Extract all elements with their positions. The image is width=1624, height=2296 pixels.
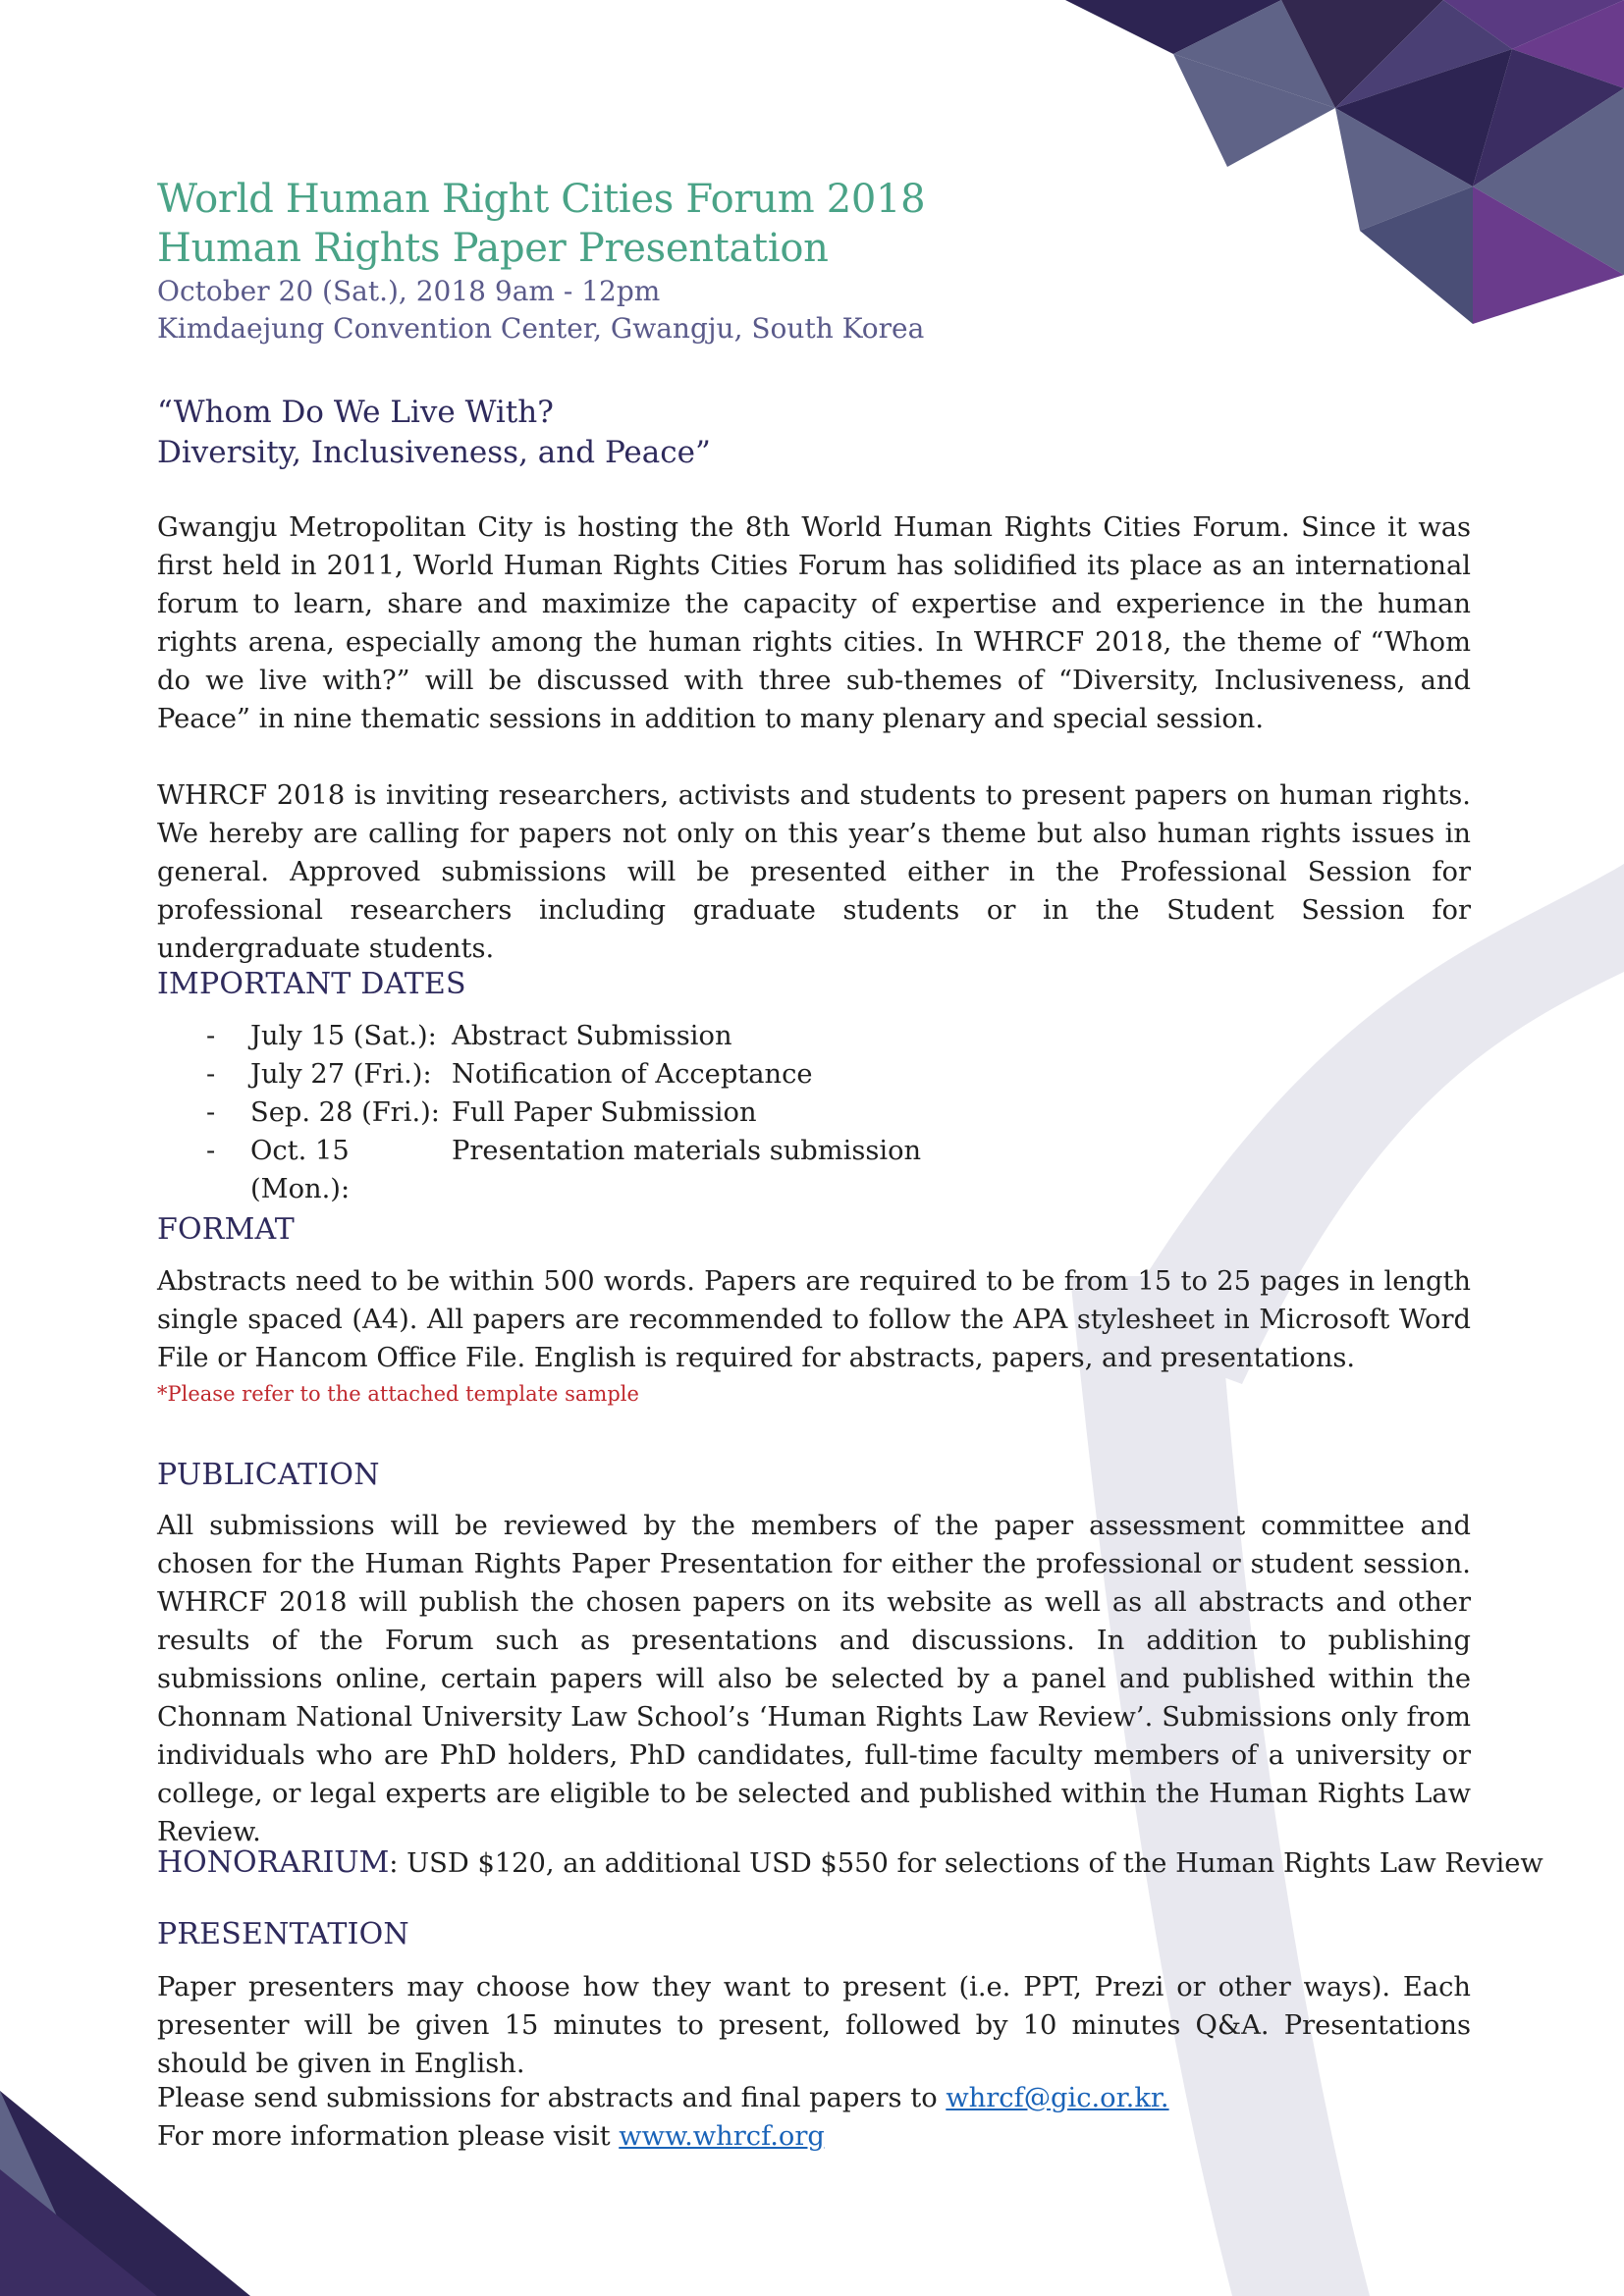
- intro-paragraph-2: WHRCF 2018 is inviting researchers, activists and students to present papers on human rights. We hereby are calling for papers not only on this year’s theme but also human rights issues in general. Approved submissions will be presented either in the Professional Session for professional researchers including graduate students or in the Student Session for undergraduate students.: [157, 780, 1471, 964]
- date-item: [206, 1094, 921, 1132]
- theme-line-1: “Whom Do We Live With?: [157, 395, 554, 430]
- event-date-time: October 20 (Sat.), 2018 9am - 12pm: [157, 275, 661, 307]
- event-info: [157, 273, 924, 347]
- website-text: For more information please visit: [157, 2121, 620, 2152]
- list-dash: -: [206, 1097, 216, 1128]
- important-dates-list: [206, 1017, 921, 1208]
- publication-heading: PUBLICATION: [157, 1458, 380, 1492]
- date-event: Full Paper Submission: [452, 1097, 757, 1128]
- date-event: Presentation materials submission: [452, 1136, 922, 1166]
- presentation-body: Paper presenters may choose how they want to present (i.e. PPT, Prezi or other ways). Each presenter will be given 15 minutes to present, followed by 10 minutes Q&A. Presentations should be given in English.: [157, 1972, 1471, 2079]
- honorarium-line: [157, 1845, 1543, 1880]
- page-title: [157, 175, 925, 273]
- intro-paragraph-1: Gwangju Metropolitan City is hosting the 8th World Human Rights Cities Forum. Since it was first held in 2011, World Human Rights Cities Forum has solidified its place as an international forum to learn, share and maximize the capacity of expertise and experience in the human rights arena, especially among the human rights cities. In WHRCF 2018, the theme of “Whom do we live with?” will be discussed with three sub-themes of “Diversity, Inclusiveness, and Peace” in nine thematic sessions in addition to many plenary and special session.: [157, 512, 1471, 734]
- website-link[interactable]: www.whrcf.org: [619, 2121, 825, 2152]
- format-heading: FORMAT: [157, 1212, 295, 1247]
- date-label: Sep. 28 (Fri.):: [250, 1097, 440, 1128]
- publication-body: All submissions will be reviewed by the members of the paper assessment committee and chosen for the Human Rights Paper Presentation for either the professional or student session. WHRCF 2018 will publish the chosen papers on its website as well as all abstracts and other results of the Forum such as presentations and discussions. In addition to publishing submissions online, certain papers will also be selected by a panel and published within the Chonnam National University Law School’s ‘Human Rights Law Review’. Submissions only from individuals who are PhD holders, PhD candidates, full-time faculty members of a university or college, or legal experts are eligible to be selected and published within the Human Rights Law Review.: [157, 1511, 1471, 1847]
- submission-text: Please send submissions for abstracts and final papers to: [157, 2083, 947, 2113]
- date-item: [206, 1017, 921, 1055]
- forum-theme: [157, 393, 711, 473]
- list-dash: -: [206, 1059, 216, 1090]
- event-venue: Kimdaejung Convention Center, Gwangju, South Korea: [157, 312, 925, 345]
- theme-line-2: Diversity, Inclusiveness, and Peace”: [157, 435, 711, 470]
- date-event: Notification of Acceptance: [452, 1059, 813, 1090]
- date-label: July 15 (Sat.):: [250, 1021, 437, 1051]
- date-label: Oct. 15 (Mon.):: [250, 1136, 351, 1204]
- presentation-heading: PRESENTATION: [157, 1917, 409, 1951]
- format-body: Abstracts need to be within 500 words. Papers are required to be from 15 to 25 pages in length single spaced (A4). All papers are recommended to follow the APA stylesheet in Microsoft Word File or Hancom Office File. English is required for abstracts, papers, and presentations.: [157, 1266, 1471, 1373]
- date-label: July 27 (Fri.):: [250, 1059, 432, 1090]
- email-link[interactable]: whrcf@gic.or.kr.: [946, 2083, 1169, 2113]
- date-event: Abstract Submission: [452, 1021, 732, 1051]
- honorarium-heading: HONORARIUM: [157, 1845, 390, 1880]
- list-dash: -: [206, 1136, 216, 1166]
- important-dates-heading: IMPORTANT DATES: [157, 967, 466, 1001]
- submission-line: [157, 2079, 1169, 2117]
- title-line-1: World Human Right Cities Forum 2018: [157, 177, 926, 222]
- date-item: [206, 1132, 921, 1208]
- template-note: *Please refer to the attached template sample: [157, 1382, 639, 1406]
- website-line: [157, 2117, 1169, 2156]
- list-dash: -: [206, 1021, 216, 1051]
- title-line-2: Human Rights Paper Presentation: [157, 226, 829, 271]
- date-item: [206, 1055, 921, 1094]
- honorarium-text: : USD $120, an additional USD $550 for selections of the Human Rights Law Review: [389, 1848, 1543, 1879]
- contact-info: [157, 2079, 1169, 2156]
